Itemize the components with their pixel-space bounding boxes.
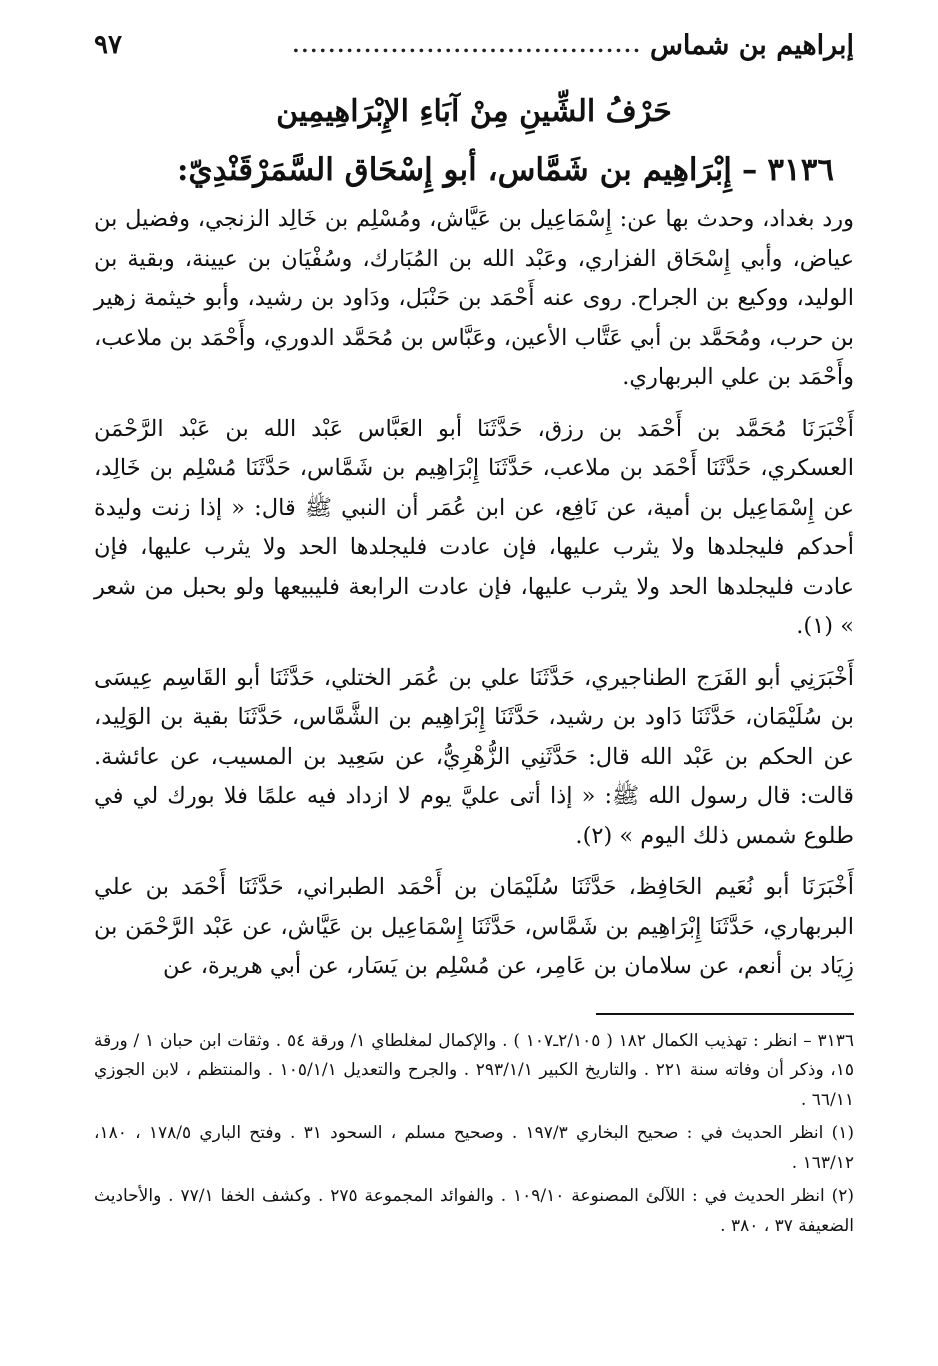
entry-dash: – xyxy=(741,152,758,188)
book-page xyxy=(94,22,854,1352)
chapter-heading: حَرْفُ الشِّينِ مِنْ آبَاءِ الإِبْرَاهِيمِين xyxy=(276,94,672,129)
entry-title: إِبْرَاهِيم بن شَمَّاس، أبو إِسْحَاق السَّمَرْقَنْدِيّ: xyxy=(176,152,732,188)
paragraph-hadith-3: أَخْبَرَنَا أبو نُعَيم الحَافِظ، حَدَّثَنَا سُلَيْمَان بن أَحْمَد الطبراني، حَدَّثَنَا أَحْمَد بن علي البربهاري، حَدَّثَنَا إِبْرَاهِيم بن شَمَّاس، حَدَّثَنَا إِسْمَاعِيل بن عَيَّاش، عن عَبْد الرَّحْمَن بن زِيَاد بن أنعم، عن سلامان بن عَامِر، عن مُسْلِم بن يَسَار، عن أبي هريرة، عن xyxy=(94,874,854,979)
running-header xyxy=(94,22,854,68)
paragraph-hadith-2: أَخْبَرَنِي أبو الفَرَج الطناجيري، حَدَّثَنَا علي بن عُمَر الختلي، حَدَّثَنَا أبو القَاسِم عِيسَى بن سُلَيْمَان، حَدَّثَنَا دَاود بن رشيد، حَدَّثَنَا إِبْرَاهِيم بن الشَّمَّاس، حَدَّثَنَا بقية بن الوَلِيد، عن الحكم بن عَبْد الله قال: حَدَّثَنِي الزُّهْرِيُّ، عن سَعِيد بن المسيب، عن عائشة. قالت: قال رسول الله ﷺ: « إذا أتى عليَّ يوم لا ازداد فيه علمًا فلا بورك لي في طلوع شمس ذلك اليوم » (٢). xyxy=(94,664,854,849)
header-leader-dots: ....................................... xyxy=(292,33,642,57)
body-text xyxy=(94,200,854,987)
paragraph-biography: ورد بغداد، وحدث بها عن: إِسْمَاعِيل بن عَيَّاش، ومُسْلِم بن خَالِد الزنجي، وفضيل بن عياض، وأبي إِسْحَاق الفزاري، وعَبْد الله بن المُبَارك، وسُفْيَان بن عيينة، وبقية بن الوليد، ووكيع بن الجراح. روى عنه أَحْمَد بن حَنْبَل، ودَاود بن رشيد، وأبو خيثمة زهير بن حرب، ومُحَمَّد بن أبي عَتَّاب الأعين، وعَبَّاس بن مُحَمَّد الدوري، وأَحْمَد بن ملاعب، وأَحْمَد بن علي البربهاري. xyxy=(94,206,854,390)
page-number: ٩٧ xyxy=(94,30,122,60)
footnotes xyxy=(94,1027,854,1242)
entry-number: ٣١٣٦ xyxy=(767,152,834,188)
footnote-divider xyxy=(596,1013,854,1015)
running-header-title: إبراهيم بن شماس xyxy=(649,29,854,61)
footnote-2: (٢) انظر الحديث في : اللآلئ المصنوعة ١٠٩/١٠ . والفوائد المجموعة ٢٧٥ . وكشف الخفا ٧٧/١ . والأحاديث الضعيفة ٣٧ ، ٣٨٠ . xyxy=(94,1186,854,1236)
footnote-entry: ٣١٣٦ – انظر : تهذيب الكمال ١٨٢ ( ٢/١٠٥ـ١٠٧ ) . والإكمال لمغلطاي ١/ ورقة ٥٤ . وثقات ابن حبان ١ / ورقة ١٥، وذكر أن وفاته سنة ٢٢١ . والتاريخ الكبير ٢٩٣/١/١ . والجرح والتعديل ١٠٥/١/١ . والمنتظم ، لابن الجوزي ٦٦/١١ . xyxy=(94,1030,854,1110)
entry-heading xyxy=(94,146,834,194)
footnote-1: (١) انظر الحديث في : صحيح البخاري ١٩٧/٣ . وصحيح مسلم ، السحود ٣١ . وفتح الباري ١٧٨/٥ ، ١٨٠، ١٦٣/١٢ . xyxy=(94,1123,855,1173)
paragraph-hadith-1: أَخْبَرَنَا مُحَمَّد بن أَحْمَد بن رزق، حَدَّثَنَا أبو العَبَّاس عَبْد الله بن عَبْد الرَّحْمَن العسكري، حَدَّثَنَا أَحْمَد بن ملاعب، حَدَّثَنَا إِبْرَاهِيم بن شَمَّاس، حَدَّثَنَا مُسْلِم بن خَالِد، عن إِسْمَاعِيل بن أمية، عن نَافِع، عن ابن عُمَر أن النبي ﷺ قال: « إذا زنت وليدة أحدكم فليجلدها ولا يثرب عليها، فإن عادت فليجلدها الحد ولا يثرب عليها، فإن عادت فليجلدها الحد ولا يثرب عليها، فإن عادت الرابعة فليبيعها ولو بحبل من شعر » (١). xyxy=(94,415,854,639)
